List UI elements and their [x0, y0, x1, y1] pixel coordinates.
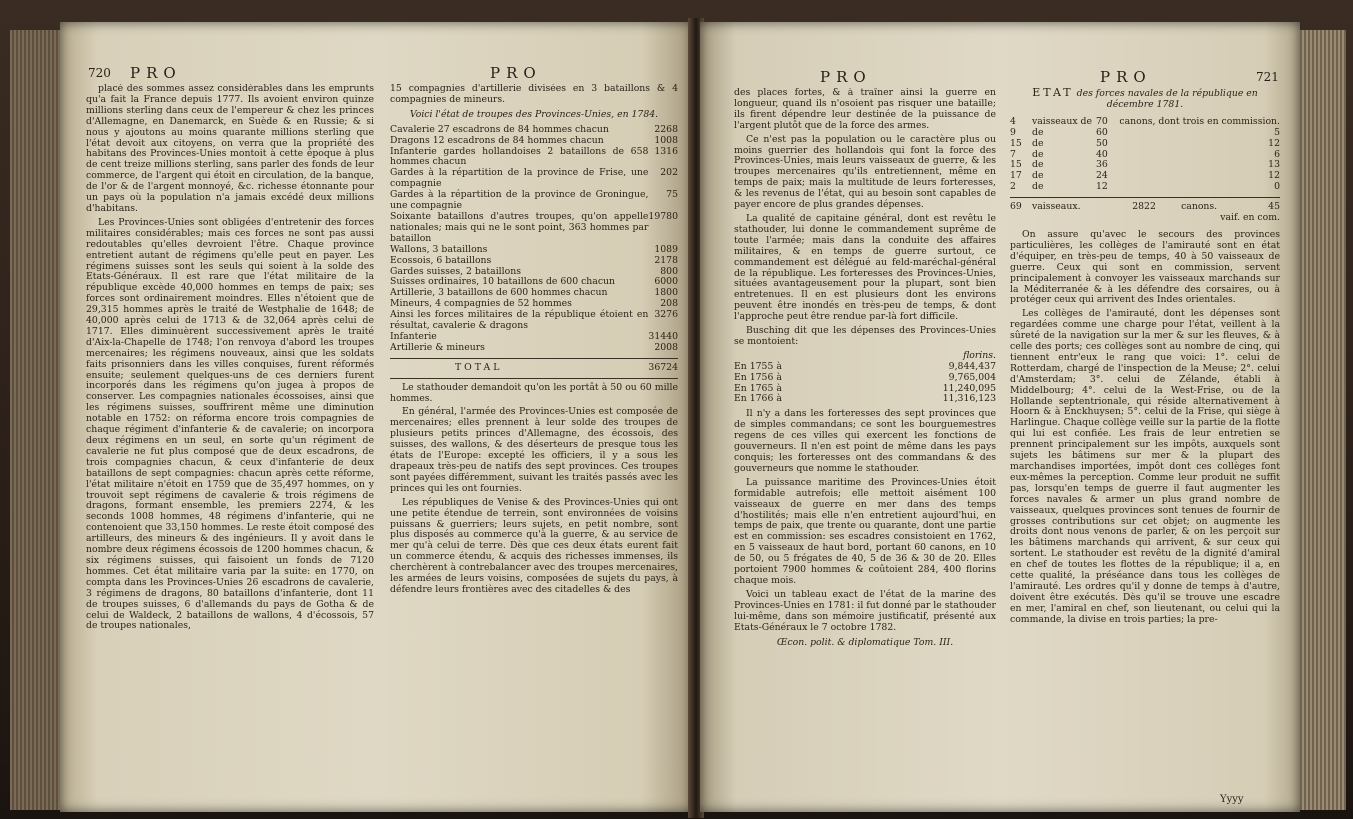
navy-label: de	[1032, 137, 1044, 149]
navy-total-guns: 2822	[1132, 201, 1156, 213]
navy-title-rest: des forces navales de la république en décembre 1781.	[1076, 88, 1258, 110]
troop-value: 6000	[654, 276, 678, 288]
navy-count: 15	[1010, 137, 1022, 149]
expense-value: 11,240,095	[942, 382, 996, 394]
paragraph: Les Provinces-Unies sont obligées d'entretenir des forces militaires considérables; mais ces forces ne sont pas aussi redoutables qu'elles devroient l'être. Chaque province entretient autant de régimens qu'elle peut en payer. Les régimens suisses sont les seuls qui soient à la solde des Etats-Généraux. Il est rare que l'état militaire de la république excède 40,000 hommes en temps de paix; ses forces sont ordinairement moindres. Elles n'étoient que de 29,315 hommes après le traité de Westphalie de 1648; de 40,000 après celui de 1713 & de 32,064 après celui de 1717. Elles diminuèrent successivement après le traité d'Aix-la-Chapelle de 1748; l'on renvoya d'abord les troupes mercenaires; les régimens nouveaux, ainsi que les soldats faits prisonniers dans les villes conquises, furent réformés ensuite; seulement quelques-uns de ces derniers furent incorporés dans les régimens qu'on jugea à propos de conserver. Les compagnies nationales écossoises, ainsi que les régimens suisses, souffrirent même une diminution notable en 1752: on réforma encore trois compagnies de chaque régiment d'infanterie & de cavalerie; on incorpora deux régimens en un seul, en sorte qu'un régiment de cavalerie ne fut plus composé que de deux escadrons, de trois compagnies chacun, & ceux d'infanterie de deux bataillons de sept compagnies: chacun après cette réforme, l'état militaire n'étoit en 1759 que de 35,497 hommes, on y trouvoit sept régimens de cavalerie & trois régimens de dragons, formant ensemble, les premiers 2274, & les seconds 1008 hommes, 48 régimens d'infanterie, qui ne contenoient que 33,150 hommes. Le reste étoit composé des artilleurs, des mineurs & des ingénieurs. Il y avoit dans le nombre deux régimens écossois de 1200 hommes chacun, & six régimens suisses, qui faisoient un fonds de 7120 hommes. Cet état militaire varia par la suite: en 1770, on compta dans les Provinces-Unies 26 escadrons de cavalerie, 3 régimens de dragons, 80 bataillons d'infanterie, dont 11 de troupes suisses, 6 d'allemands du pays de Gotha & de celui de Waldeck, 2 bataillons de wallons, 4 d'écossois, 57 de troupes nationales,	[86, 216, 374, 632]
left-page-edges	[10, 30, 62, 810]
troop-value: 2268	[654, 123, 678, 135]
paragraph: placé des sommes assez considérables dans les emprunts qu'a fait la France depuis 1777. Ils avoient environ quinze millions sterling dans ceux de l'empereur & chez les princes d'Allemagne, en Danemarck, en Suède & en Russie; & si nous y ajoutons au moins quarante millions sterling que l'état devoit aux citoyens, on verra que la propriété des habitans des Provinces-Unies montoit à cette époque à plus de cent treize millions sterling, sans parler des fonds de leur commerce, de l'argent qui étoit en circulation, de la banque, de l'or & de l'argent monnoyé, &c. richesse étonnante pour un pays où la population n'a jamais excédé deux millions d'habitans.	[86, 84, 374, 214]
troops-table-title: Voici l'état de troupes des Provinces-Unies, en 1784.	[409, 108, 659, 120]
navy-guns: 12	[1096, 181, 1108, 193]
navy-guns: 50	[1096, 137, 1108, 149]
paragraph: des places fortes, & à traîner ainsi la guerre en longueur, quand ils n'osoient pas risquer une bataille; ils firent dépendre leur destinée de la puissance de l'argent plutôt que de la force des armes.	[734, 88, 996, 131]
signature-footer: Œcon. polit. & diplomatique Tom. III.	[776, 636, 954, 648]
navy-total-unit: canons.	[1181, 201, 1218, 213]
table-row	[1010, 160, 1280, 171]
paragraph: Le stathouder demandoit qu'on les portât à 50 ou 60 mille hommes.	[390, 381, 678, 404]
navy-label: de	[1032, 148, 1044, 160]
navy-note: 6	[1274, 148, 1280, 160]
navy-count: 9	[1010, 126, 1016, 138]
page-number-left: 720	[88, 66, 111, 80]
table-row	[390, 136, 678, 147]
total-label: TOTAL	[454, 361, 503, 373]
navy-count: 17	[1010, 170, 1022, 182]
left-page	[60, 22, 692, 812]
paragraph: Voici un tableau exact de l'état de la marine des Provinces-Unies en 1781: il fut donné par le stathouder lui-même, dans son mémoire justificatif, présenté aux Etats-Généraux le 7 octobre 1782.	[734, 588, 996, 633]
page-number-right: 721	[1256, 70, 1279, 84]
troop-label: Wallons, 3 bataillons	[390, 243, 488, 255]
navy-total-count: 69	[1010, 201, 1022, 213]
paragraph: Les républiques de Venise & des Provinces-Unies qui ont une petite étendue de terrein, sont environnées de voisins puissans & guerriers; leurs sujets, en petit nombre, sont plus disposés au commerce qu'à la guerre, & au service de mer qu'à celui de terre. Dès que ces deux états eurent fait un commerce étendu, & acquis des richesses immenses, ils cherchèrent à contrebalancer avec des troupes mercenaires, les armées de leurs voisins, composées de sujets du pays, à défendre leurs frontières avec des citadelles & des	[390, 496, 678, 595]
paragraph: La puissance maritime des Provinces-Unies étoit formidable autrefois; elle mettoit aisément 100 vaisseaux de guerre en mer dans des temps d'hostilités; mais elle n'en entretient aujourd'hui, en temps de paix, que trente ou quarante, dont une partie est en commission: ses escadres consistoient en 1762, en 5 vaisseaux de haut bord, portant 60 canons, en 10 de 50, ou 5 frégates de 40, 5 de 36 & 30 de 20. Elles portoient 7900 hommes & coûtoient 284, 400 florins chaque mois.	[734, 476, 996, 586]
navy-guns: 24	[1096, 170, 1108, 182]
paragraph: Il n'y a dans les forteresses des sept provinces que de simples commandans; ce sont les bourguemestres regens de ces villes qui exercent les fonctions de gouverneurs. Il n'en est point de même dans les pays conquis; les forteresses ont des commandans & des gouverneurs que nomme le stathouder.	[734, 408, 996, 474]
paragraph: Ce n'est pas la population ou le caractère plus ou moins guerrier des hollandois qui font la force des Provinces-Unies, mais leurs vaisseaux de guerre, & les troupes mercenaires qu'ils entretiennent, même en temps de paix; mais la multitude de leurs forteresses, & les revenus de l'état, qui au besoin sont capables de payer encore de plus grandes dépenses.	[734, 133, 996, 211]
total-value: 36724	[648, 361, 678, 373]
navy-title-etat: ETAT	[1032, 88, 1074, 99]
catchword: Yyyy	[1220, 794, 1244, 805]
expense-year: En 1756 à	[734, 371, 782, 383]
expense-year: En 1765 à	[734, 382, 782, 394]
navy-note: 12	[1268, 137, 1280, 149]
troop-label: Dragons 12 escadrons de 84 hommes chacun	[390, 134, 604, 146]
expenses-table	[734, 362, 996, 406]
troops-total	[390, 363, 678, 374]
troop-label: Gardes à la répartition de la province de Frise, une compagnie	[390, 167, 649, 190]
troop-label: Gardes suisses, 2 bataillons	[390, 265, 521, 277]
navy-table-title	[1010, 88, 1280, 111]
troop-value: 3276	[654, 309, 678, 321]
navy-guns: 60	[1096, 126, 1108, 138]
troop-label: Gardes à la répartition de la province de Groningue, une compagnie	[390, 189, 649, 212]
table-row	[1010, 171, 1280, 182]
navy-label: vaisseaux de	[1032, 115, 1092, 127]
navy-total	[1010, 202, 1280, 224]
troop-value: 1316	[654, 145, 678, 157]
expense-year: En 1766 à	[734, 393, 782, 405]
table-row	[390, 343, 678, 354]
right-col2	[1010, 88, 1280, 804]
paragraph: 15 compagnies d'artillerie divisées en 3 bataillons & 4 compagnies de mineurs.	[390, 84, 678, 105]
running-head-left-col2: PRO	[490, 64, 542, 82]
navy-label: de	[1032, 159, 1044, 171]
navy-total-label: vaisseaux.	[1032, 201, 1081, 213]
navy-label: de	[1032, 170, 1044, 182]
troop-label: Ecossois, 6 bataillons	[390, 254, 492, 266]
expense-value: 9,765,004	[948, 371, 996, 383]
troop-value: 800	[660, 265, 678, 277]
expense-year: En 1755 à	[734, 360, 782, 372]
right-page	[700, 22, 1300, 812]
table-row	[390, 256, 678, 267]
table-row	[390, 125, 678, 136]
navy-note: 5	[1274, 126, 1280, 138]
left-col2	[390, 84, 678, 804]
expense-value: 9,844,437	[948, 360, 996, 372]
navy-count: 4	[1010, 115, 1016, 127]
troop-value: 2008	[654, 341, 678, 353]
troop-value: 208	[660, 298, 678, 310]
table-row	[390, 212, 678, 245]
paragraph: La qualité de capitaine général, dont est revêtu le stathouder, lui donne le commandement suprême de toute l'armée; mais dans la conduite des affaires militaires, & en temps de guerre surtout, ce commandement est délégué au feld-maréchal-général de la république. Les forteresses des Provinces-Unies, situées avantageusement pour la plupart, sont bien entretenues. Il en est plusieurs dont les environs peuvent être inondés en très-peu de temps, & dont l'approche peut être rendue par-là fort difficile.	[734, 212, 996, 323]
troop-value: 1800	[654, 287, 678, 299]
table-row	[734, 373, 996, 384]
navy-count: 7	[1010, 148, 1016, 160]
navy-guns: 70	[1096, 115, 1108, 127]
paragraph: En général, l'armée des Provinces-Unies est composée de mercenaires; elles prennent à leur solde des troupes de plusieurs petits princes d'Allemagne, des écossois, des suisses, des wallons, & des déserteurs de presque tous les états de l'Europe: excepté les officiers, il y a sous les drapeaux très-peu de natifs des sept provinces. Ces troupes sont payées différemment, suivant les traités passés avec les princes qui les ont fournies.	[390, 406, 678, 494]
troop-value: 1089	[654, 243, 678, 255]
table-row	[390, 245, 678, 256]
navy-note: 0	[1274, 181, 1280, 193]
running-head-right: PRO	[820, 68, 872, 86]
table-row	[1010, 117, 1280, 128]
right-page-edges	[1298, 30, 1346, 810]
table-row	[1010, 128, 1280, 139]
divider	[1010, 197, 1280, 198]
running-head-left: PRO	[130, 64, 182, 82]
troop-value: 202	[660, 167, 678, 179]
left-col1	[86, 84, 374, 804]
troop-label: Soixante bataillons d'autres troupes, qu'on appelle nationales; mais qui ne le sont point, 363 hommes par bataillon	[390, 210, 649, 244]
troop-value: 19780	[648, 210, 678, 222]
paragraph: Les collèges de l'amirauté, dont les dépenses sont regardées comme une charge pour l'état, veillent à la sûreté de la navigation sur la mer & sur les fleuves, & à celle des ports; ces collèges sont au nombre de cinq, qui tiennent entr'eux le rang que voici: 1°. celui de Rotterdam, chargé de l'inspection de la Meuse; 2°. celui d'Amsterdam; 3°. celui de Zélande, établi à Middelbourg; 4°. celui de la West-Frise, ou de la Hollande septentrionale, qui réside alternativement à Hoorn & à Enckhuysen; 5°. celui de la Frise, qui siège à Harlingue. Chaque collège veille sur la partie de la flotte qui lui est confiée. Les frais de leur entretien se prennent principalement sur les impôts, auxquels sont sujets les bâtimens sur mer & la plupart des marchandises importées, impôt dont ces collèges font eux-mêmes la perception. Comme leur produit ne suffit pas, lorsqu'en temps de guerre il faut augmenter les forces navales & armer un plus grand nombre de vaisseaux, quelques provinces sont tenues de fournir de grosses contributions sur cet objet; on augmente les droits dont nous venons de parler, & on les perçoit sur les bâtimens marchands qui arrivent, & sur ceux qui sortent. Le stathouder est revêtu de la dignité d'amiral en chef de toutes les flottes de la république; il a, en cette qualité, la préséance dans tous les collèges de l'amirauté. Les ordres qu'il y donne de temps à d'autre, doivent être exécutés. Dès qu'il se trouve une escadre en mer, l'amiral en chef, son lieutenant, ou celui qui la commande, la divise en trois parties; la pre-	[1010, 308, 1280, 625]
navy-total-note-suffix: vaif. en com.	[1220, 212, 1280, 224]
table-row	[390, 190, 678, 212]
table-row	[390, 147, 678, 169]
navy-total-note: 45	[1268, 201, 1280, 213]
navy-table	[1010, 117, 1280, 193]
navy-note: 12	[1268, 170, 1280, 182]
paragraph: Busching dit que les dépenses des Provinces-Unies se montoient:	[734, 325, 996, 347]
troop-label: Artillerie, 3 bataillons de 600 hommes chacun	[390, 287, 608, 299]
divider	[390, 378, 678, 379]
paragraph: On assure qu'avec le secours des provinces particulières, les collèges de l'amirauté sont en état d'équiper, en très-peu de temps, 40 à 50 vaisseaux de guerre. Ceux qui sont en commission, servent principalement à convoyer les vaisseaux marchands sur la Méditerranée & à les défendre des corsaires, ou à protéger ceux qui arrivent des Indes orientales.	[1010, 228, 1280, 306]
navy-note: canons, dont trois en commission.	[1119, 115, 1280, 127]
troop-label: Artillerie & mineurs	[390, 341, 485, 353]
running-head-right-col2: PRO	[1100, 68, 1152, 86]
troop-value: 2178	[654, 254, 678, 266]
table-row	[390, 168, 678, 190]
navy-guns: 36	[1096, 159, 1108, 171]
troop-label: Cavalerie 27 escadrons de 84 hommes chacun	[390, 123, 609, 135]
right-col1	[734, 88, 996, 804]
troop-label: Mineurs, 4 compagnies de 52 hommes	[390, 298, 572, 310]
troop-value: 31440	[648, 330, 678, 342]
navy-label: de	[1032, 126, 1044, 138]
table-row	[734, 394, 996, 405]
troop-label: Infanterie	[390, 330, 437, 342]
table-row	[1010, 139, 1280, 150]
troops-table	[390, 125, 678, 354]
divider	[390, 358, 678, 359]
troop-label: Infanterie gardes hollandoises 2 bataillons de 658 hommes chacun	[390, 145, 649, 168]
table-row	[390, 310, 678, 332]
troop-label: Ainsi les forces militaires de la république étoient en résultat, cavalerie & dragons	[390, 309, 649, 332]
troop-label: Suisses ordinaires, 10 bataillons de 600 chacun	[390, 276, 616, 288]
table-row	[1010, 150, 1280, 161]
navy-count: 15	[1010, 159, 1022, 171]
navy-count: 2	[1010, 181, 1016, 193]
expense-value: 11,316,123	[942, 393, 996, 405]
navy-guns: 40	[1096, 148, 1108, 160]
troop-value: 75	[666, 189, 678, 201]
florins-label: florins.	[963, 349, 996, 361]
navy-note: 13	[1268, 159, 1280, 171]
navy-label: de	[1032, 181, 1044, 193]
table-row	[1010, 182, 1280, 193]
troop-value: 1008	[654, 134, 678, 146]
